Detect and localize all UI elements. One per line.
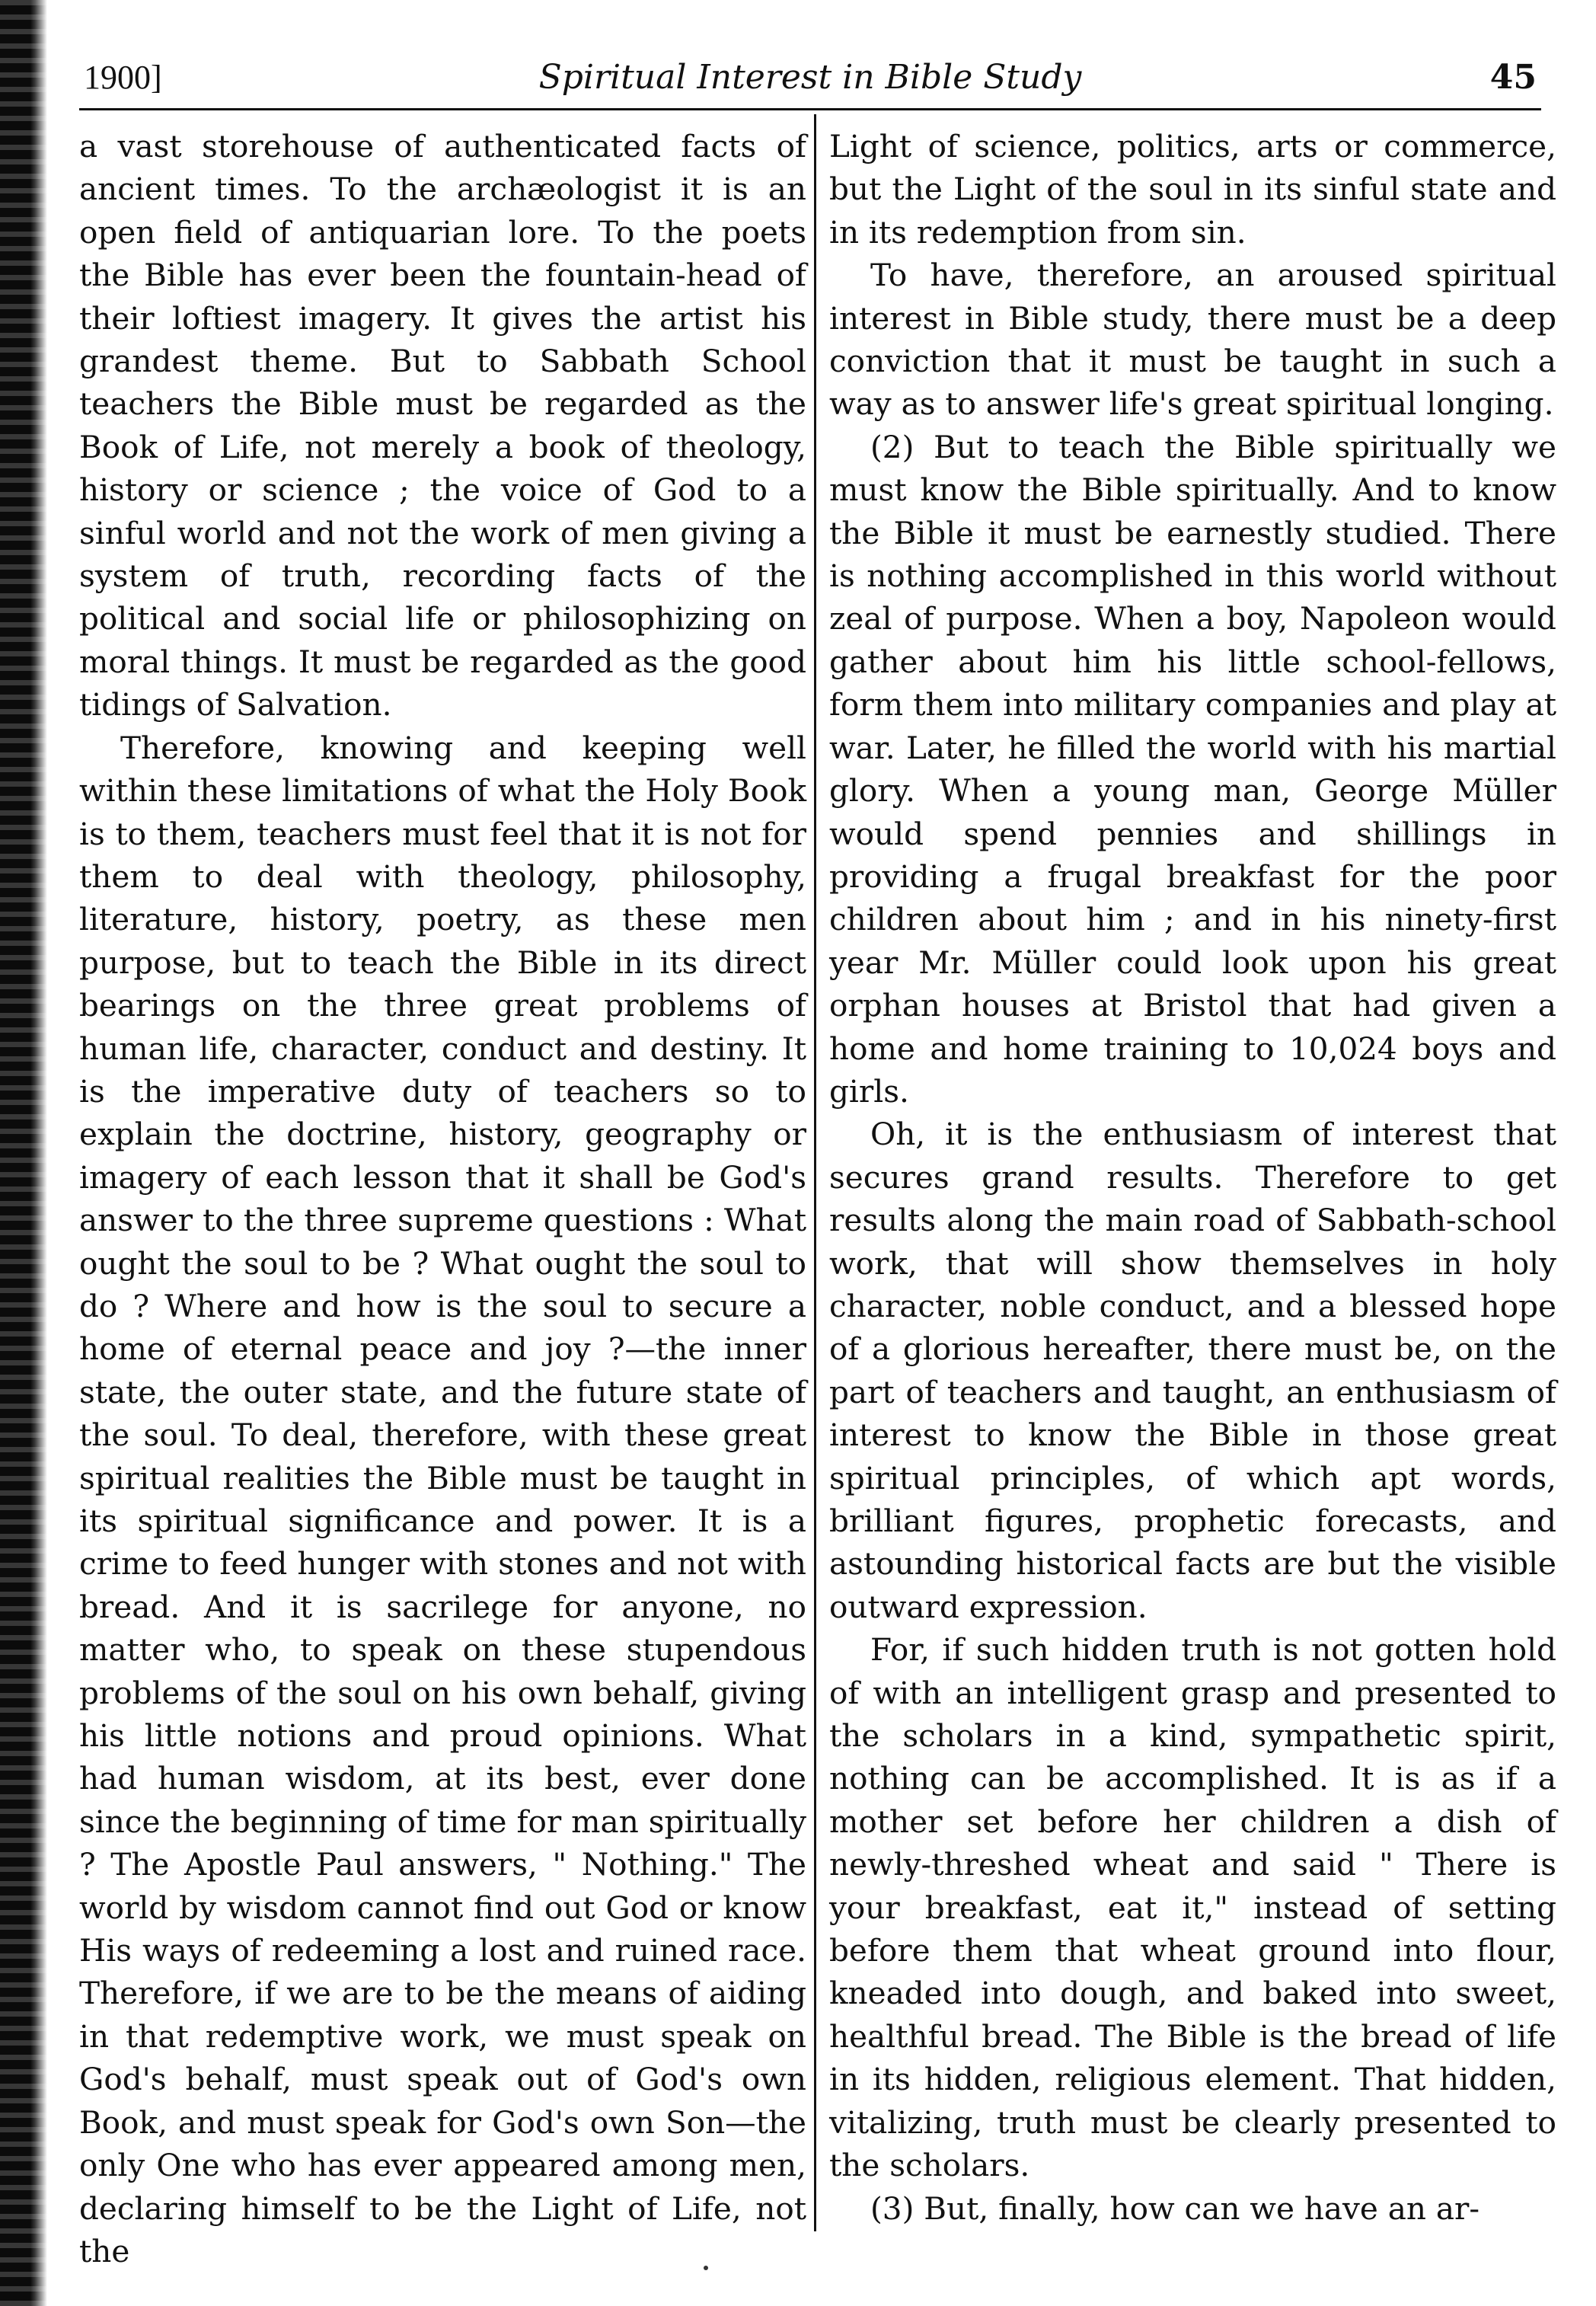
scan-edge-shadow: [0, 0, 47, 2306]
book-page: [79, 30, 1556, 2285]
ink-speck: [704, 2266, 708, 2270]
paragraph: To have, therefore, an aroused spiritual interest in Bible study, there must be a deep conviction that it must be taught in such a way as to answer life's great spiritual longing.: [829, 257, 1556, 423]
column-divider: [814, 114, 816, 2231]
header-page-number: 45: [1489, 58, 1537, 97]
paragraph: For, if such hidden truth is not gotten hold of with an intelligent grasp and presented to the scholars in a kind, sympathetic spirit, nothing can be accomplished. It is as if a mother set before her children a dish of newly-threshed wheat and said " There is your breakfast, eat it," instead of setting before them that wheat ground into flour, kneaded into dough, and baked into sweet, healthful bread. The Bible is the bread of life in its hidden, religious element. That hidden, vitalizing, truth must be clearly presented to the scholars.: [829, 1631, 1556, 2184]
header-year: 1900]: [84, 59, 162, 96]
paragraph: Oh, it is the enthusiasm of interest that secures grand results. Therefore to get results along the main road of Sabbath-school work, that will show themselves in holy character, noble conduct, and a blessed hope of a glorious hereafter, there must be, on the part of teachers and taught, an enthusiasm of interest to know the Bible in those great spiritual principles, of which apt words, brilliant figures, prophetic forecasts, and astounding historical facts are but the visible outward expression.: [829, 1116, 1556, 1625]
paragraph: Light of science, politics, arts or commerce, but the Light of the soul in its sinful state and in its redemption from sin.: [829, 128, 1556, 251]
right-column: [829, 125, 1556, 2288]
left-column: [79, 125, 806, 2288]
paragraph: (3) But, finally, how can we have an ar-: [870, 2189, 1480, 2227]
paragraph: a vast storehouse of authenticated facts of ancient times. To the archæologist it is an open field of antiquarian lore. To the poets the Bible has ever been the fountain-head of their loftiest imagery. It gives the artist his grandest theme. But to Sabbath School teachers the Bible must be regarded as the Book of Life, not merely a book of theology, history or science ; the voice of God to a sinful world and not the work of men giving a system of truth, recording facts of the political and social life or philosophizing on moral things. It must be regarded as the good tidings of Salvation.: [79, 128, 806, 723]
paragraph: (2) But to teach the Bible spiritually we must know the Bible spiritually. And to know the Bible it must be earnestly studied. There is nothing accomplished in this world without zeal of purpose. When a boy, Napoleon would gather about him his little school-fellows, form them into military companies and play at war. Later, he filled the world with his martial glory. When a young man, George Müller would spend pennies and shillings in providing a frugal breakfast for the poor children about him ; and in his ninety-first year Mr. Müller could look upon his great orphan houses at Bristol that had given a home and home training to 10,024 boys and girls.: [829, 428, 1556, 1110]
running-header: [79, 47, 1541, 110]
paragraph: Therefore, knowing and keeping well within these limitations of what the Holy Book is to them, teachers must feel that it is not for them to deal with theology, philosophy, literature, history, poetry, as these men purpose, but to teach the Bible in its direct bearings on the three great problems of human life, character, conduct and destiny. It is the imperative duty of teachers so to explain the doctrine, history, geography or imagery of each lesson that it shall be God's answer to the three supreme questions : What ought the soul to be ? What ought the soul to do ? Where and how is the soul to secure a home of eternal peace and joy ?—the inner state, the outer state, and the future state of the soul. To deal, therefore, with these great spiritual realities the Bible must be taught in its spiritual significance and power. It is a crime to feed hunger with stones and not with bread. And it is sacrilege for anyone, no matter who, to speak on these stupendous problems of the soul on his own behalf, giving his little notions and proud opinions. What had human wisdom, at its best, ever done since the beginning of time for man spiritually ? The Apostle Paul answers, " Nothing." The world by wisdom cannot find out God or know His ways of redeeming a lost and ruined race. Therefore, if we are to be the means of aiding in that redemptive work, we must speak on God's behalf, must speak out of God's own Book, and must speak for God's own Son—the only One who has ever appeared among men, declaring himself to be the Light of Life, not the: [79, 729, 806, 2269]
header-running-title: Spiritual Interest in Bible Study: [538, 58, 1082, 97]
